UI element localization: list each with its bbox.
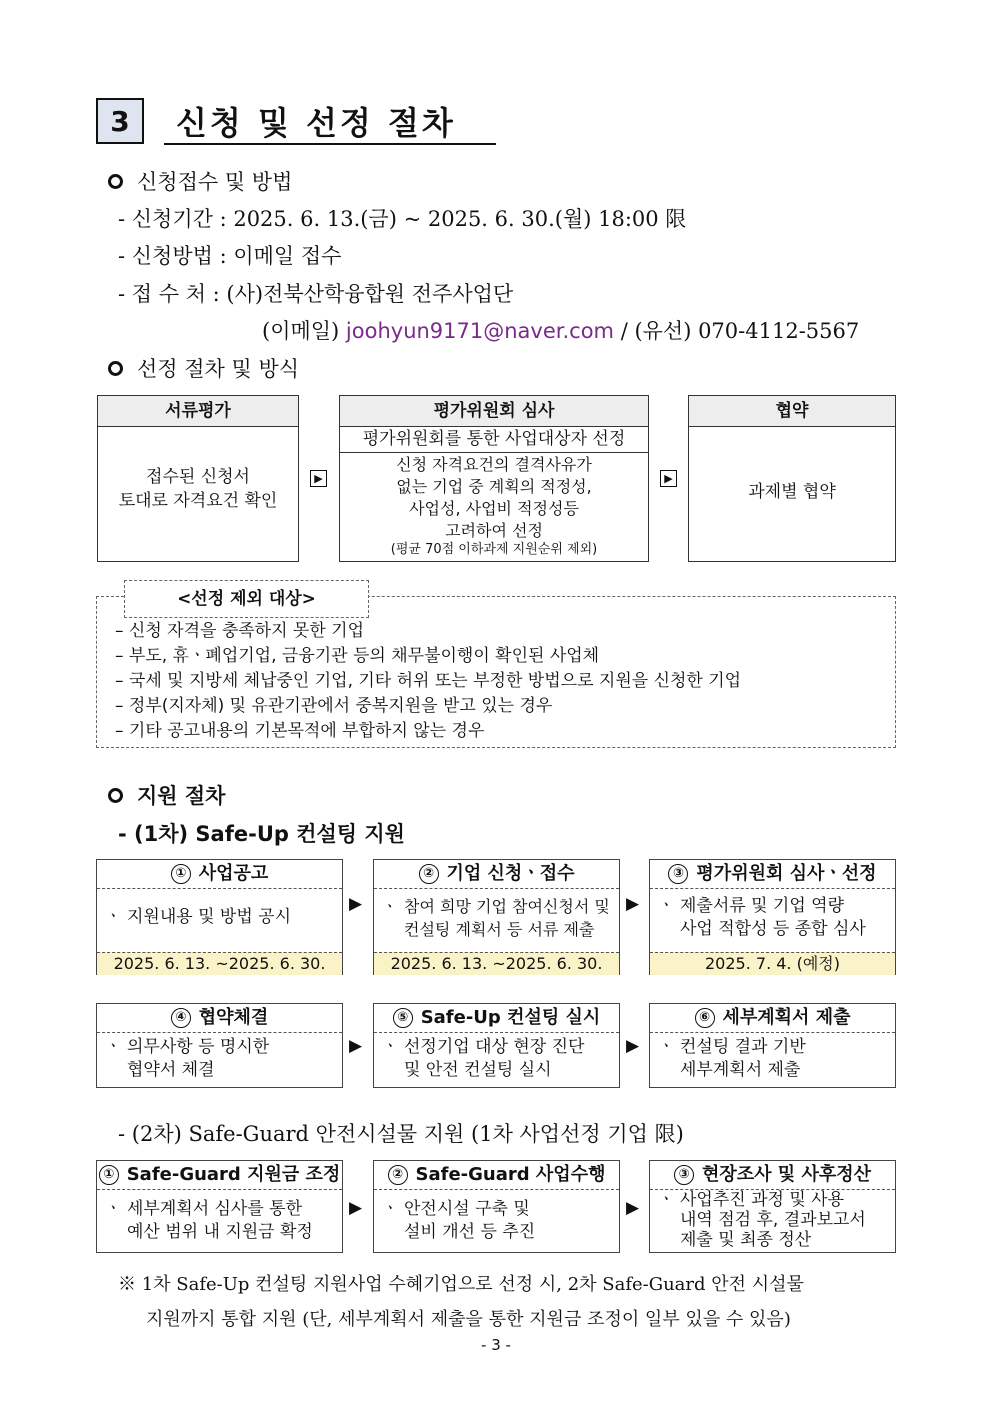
step-line: 사업추진 과정 및 사용 xyxy=(680,1190,845,1210)
box-title: 서류평가 xyxy=(98,396,298,427)
apply-period: - 신청기간 : 2025. 6. 13.(금) ~ 2025. 6. 30.(월) 18:00 限 xyxy=(118,207,687,231)
section-number-box xyxy=(96,98,144,144)
box-body xyxy=(98,427,298,513)
step-date: 2025. 7. 4. (예정) xyxy=(650,952,895,975)
box-line: 신청 자격요건의 결격사유가 xyxy=(396,455,592,474)
step-date: 2025. 6. 13. ~2025. 6. 30. xyxy=(97,952,342,975)
step-line: 제출서류 및 기업 역량 xyxy=(680,896,845,916)
box-body: 과제별 협약 xyxy=(748,482,836,502)
step-box xyxy=(649,1003,896,1088)
support-heading-row xyxy=(108,780,225,810)
box-line: 사업성, 사업비 적정성등 xyxy=(409,499,579,518)
ring-bullet-icon xyxy=(108,788,123,803)
step-number: ① xyxy=(99,1165,119,1185)
page-number: - 3 - xyxy=(481,1336,511,1354)
step-number: ② xyxy=(419,864,439,884)
step-box xyxy=(96,1160,343,1253)
step-title: 협약체결 xyxy=(198,1007,269,1028)
section-number: 3 xyxy=(110,104,130,138)
step-body: ㆍ 안전시설 구축 및 설비 개선 등 추진 xyxy=(374,1190,619,1244)
section-underline xyxy=(164,143,496,145)
step-line: 선정기업 대상 현장 진단 xyxy=(404,1037,585,1057)
step-line: 및 안전 컨설팅 실시 xyxy=(404,1060,552,1080)
step-box xyxy=(649,859,896,975)
exclusion-item: – 부도, 휴ㆍ폐업기업, 금융기관 등의 채무불이행이 확인된 사업체 xyxy=(115,646,600,666)
box-body xyxy=(340,453,648,558)
step-box xyxy=(96,859,343,975)
step-number: ② xyxy=(388,1165,408,1185)
box-note: (평균 70점 이하과제 지원순위 제외) xyxy=(390,542,598,557)
step-title-row xyxy=(650,1161,895,1190)
step-number: ④ xyxy=(171,1008,191,1028)
step-number: ③ xyxy=(674,1165,694,1185)
step-title-row xyxy=(97,1004,342,1033)
step-body: ㆍ 제출서류 및 기업 역량 사업 적합성 등 종합 심사 xyxy=(650,889,895,952)
contact-prefix: (이메일) xyxy=(262,319,346,343)
footnote-line: ※ 1차 Safe-Up 컨설팅 지원사업 수혜기업으로 선정 시, 2차 Safe-Guard 안전 시설물 xyxy=(118,1274,804,1295)
step-title: 현장조사 및 사후정산 xyxy=(701,1164,872,1185)
step-title-row xyxy=(650,1004,895,1033)
apply-method: - 신청방법 : 이메일 접수 xyxy=(118,244,342,268)
step-line: 안전시설 구축 및 xyxy=(404,1199,530,1219)
apply-heading-row xyxy=(108,166,292,196)
selection-heading: 선정 절차 및 방식 xyxy=(137,357,300,381)
step-title: 평가위원회 심사ㆍ선정 xyxy=(696,863,877,884)
box-line: 접수된 신청서 xyxy=(146,467,250,487)
exclusion-item: – 신청 자격을 충족하지 못한 기업 xyxy=(115,621,365,641)
step-body: ㆍ 선정기업 대상 현장 진단 및 안전 컨설팅 실시 xyxy=(374,1033,619,1082)
exclusion-item: – 기타 공고내용의 기본목적에 부합하지 않는 경우 xyxy=(115,721,485,741)
step-line: 협약서 체결 xyxy=(127,1060,215,1080)
arrow-right-icon: ▶ xyxy=(626,1036,640,1056)
step-body: ㆍ 세부계획서 심사를 통한 예산 범위 내 지원금 확정 xyxy=(97,1190,342,1244)
step-line: 참여 희망 기업 참여신청서 및 xyxy=(404,897,610,916)
phase2-heading: - (2차) Safe-Guard 안전시설물 지원 (1차 사업선정 기업 限) xyxy=(118,1122,684,1146)
step-title: 기업 신청ㆍ접수 xyxy=(446,863,575,884)
box-line: 토대로 자격요건 확인 xyxy=(118,491,278,511)
contact-suffix: / (유선) 070-4112-5567 xyxy=(614,319,860,343)
box-subtitle: 평가위원회를 통한 사업대상자 선정 xyxy=(340,427,648,453)
selection-box-committee xyxy=(339,395,649,562)
step-date: 2025. 6. 13. ~2025. 6. 30. xyxy=(374,952,619,975)
step-title-row xyxy=(97,1161,342,1190)
step-title: 사업공고 xyxy=(198,863,269,884)
step-line: 사업 적합성 등 종합 심사 xyxy=(680,919,866,939)
box-title: 평가위원회 심사 xyxy=(340,396,648,427)
step-title-row xyxy=(650,860,895,889)
step-box xyxy=(96,1003,343,1088)
step-number: ③ xyxy=(668,864,688,884)
exclusion-item: – 국세 및 지방세 체납중인 기업, 기타 허위 또는 부정한 방법으로 지원을 신청한 기업 xyxy=(115,671,742,691)
step-title-row xyxy=(374,1161,619,1190)
step-title: Safe-Guard 지원금 조정 xyxy=(126,1164,341,1185)
exclusion-title: <선정 제외 대상> xyxy=(124,580,369,618)
step-box xyxy=(373,859,620,975)
step-line: 내역 점검 후, 결과보고서 xyxy=(680,1210,866,1230)
step-title: 세부계획서 제출 xyxy=(722,1007,851,1028)
step-line: 컨설팅 결과 기반 xyxy=(680,1037,806,1057)
box-title: 협약 xyxy=(689,396,895,427)
step-body: ㆍ 지원내용 및 방법 공시 xyxy=(97,889,342,952)
step-title-row xyxy=(374,860,619,889)
ring-bullet-icon xyxy=(108,174,123,189)
step-title-row xyxy=(97,860,342,889)
phase1-heading: - (1차) Safe-Up 컨설팅 지원 xyxy=(118,822,405,846)
selection-box-agreement xyxy=(688,395,896,562)
step-box xyxy=(649,1160,896,1253)
box-line: 없는 기업 중 계획의 적정성, xyxy=(396,477,592,496)
arrow-right-icon: ▶ xyxy=(626,894,640,914)
step-number: ⑤ xyxy=(393,1008,413,1028)
exclusion-item: – 정부(지자체) 및 유관기관에서 중복지원을 받고 있는 경우 xyxy=(115,696,553,716)
step-line: 의무사항 등 명시한 xyxy=(127,1037,270,1057)
step-line: 제출 및 최종 정산 xyxy=(680,1230,812,1250)
email-link[interactable]: joohyun9171@naver.com xyxy=(345,319,615,343)
arrow-right-icon: ▶ xyxy=(626,1198,640,1218)
step-box xyxy=(373,1160,620,1253)
step-box xyxy=(373,1003,620,1088)
step-body: ㆍ 의무사항 등 명시한 협약서 체결 xyxy=(97,1033,342,1082)
apply-contact xyxy=(262,315,859,345)
footnote-line: 지원까지 통합 지원 (단, 세부계획서 제출을 통한 지원금 조정이 일부 있을 수 있음) xyxy=(146,1309,791,1330)
step-line: 컨설팅 계획서 등 서류 제출 xyxy=(404,920,595,939)
selection-box-document xyxy=(97,395,299,562)
arrow-right-icon: ▶ xyxy=(349,1198,363,1218)
step-body: ㆍ 컨설팅 결과 기반 세부계획서 제출 xyxy=(650,1033,895,1082)
selection-heading-row xyxy=(108,353,299,383)
arrow-right-icon: ▶ xyxy=(310,470,327,487)
arrow-right-icon: ▶ xyxy=(660,470,677,487)
step-title: Safe-Up 컨설팅 실시 xyxy=(420,1007,601,1028)
support-heading: 지원 절차 xyxy=(137,784,226,808)
step-number: ⑥ xyxy=(695,1008,715,1028)
exclusion-box xyxy=(96,596,896,748)
arrow-right-icon: ▶ xyxy=(349,894,363,914)
box-line: 고려하여 선정 xyxy=(445,521,543,540)
arrow-right-icon: ▶ xyxy=(349,1036,363,1056)
step-line: 세부계획서 제출 xyxy=(680,1060,801,1080)
apply-office: - 접 수 처 : (사)전북산학융합원 전주사업단 xyxy=(118,282,514,306)
step-title: Safe-Guard 사업수행 xyxy=(415,1164,606,1185)
step-body: ㆍ 사업추진 과정 및 사용 내역 점검 후, 결과보고서 제출 및 최종 정산 xyxy=(650,1190,895,1250)
exclusion-list xyxy=(115,619,741,744)
step-line: 설비 개선 등 추진 xyxy=(404,1222,536,1242)
step-line: 세부계획서 심사를 통한 xyxy=(127,1199,303,1219)
apply-heading: 신청접수 및 방법 xyxy=(137,170,293,194)
step-line: 예산 범위 내 지원금 확정 xyxy=(127,1222,313,1242)
step-number: ① xyxy=(171,864,191,884)
step-title-row xyxy=(374,1004,619,1033)
section-title: 신청 및 선정 절차 xyxy=(176,104,456,142)
ring-bullet-icon xyxy=(108,361,123,376)
step-body: ㆍ 참여 희망 기업 참여신청서 및 컨설팅 계획서 등 서류 제출 xyxy=(374,889,619,952)
step-line: 지원내용 및 방법 공시 xyxy=(127,907,292,927)
